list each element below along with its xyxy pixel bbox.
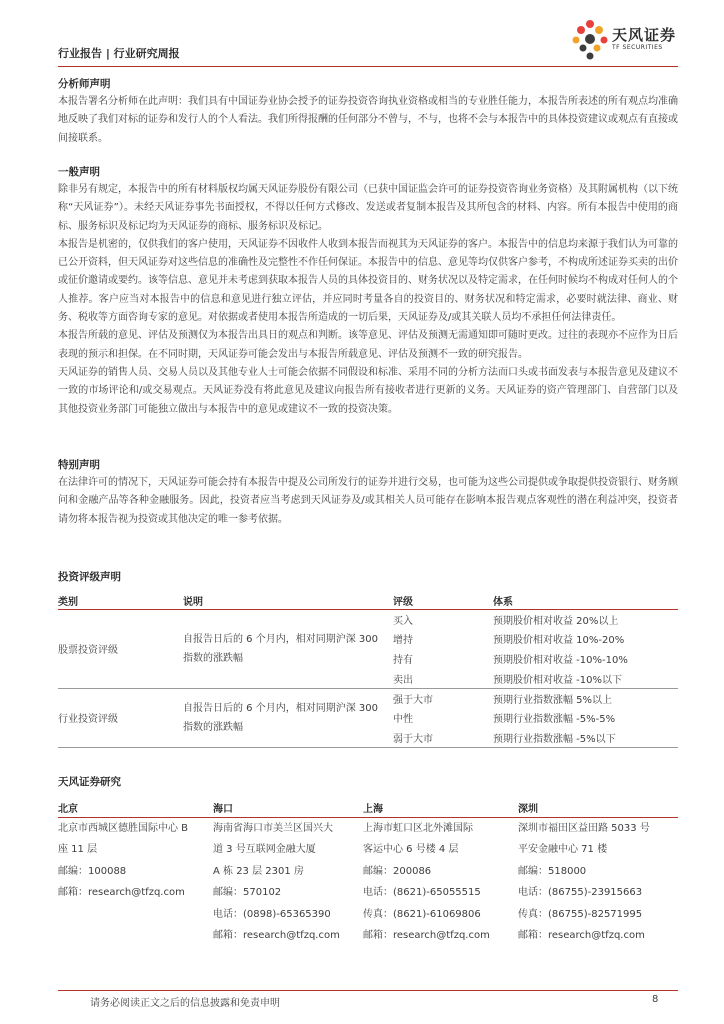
- general-statement: [58, 163, 678, 419]
- rating-level: 持有: [393, 654, 413, 666]
- office-city-beijing: 北京: [58, 799, 213, 817]
- table-row: [58, 688, 678, 708]
- rating-table: [58, 592, 678, 748]
- office-details-shenzhen: [518, 817, 678, 947]
- column-header-description: 说明: [183, 592, 393, 609]
- office-line: A 栋 23 层 2301 房: [213, 865, 304, 877]
- office-city-shanghai: 上海: [363, 799, 518, 817]
- special-statement-text: 在法律许可的情况下，天风证券可能会持有本报告中提及公司所发行的证券并进行交易，也可能为这些公司提供或争取提供投资银行、财务顾问和金融产品等各种金融服务。因此，投资者应当考虑到天风证券及/或其相关人员可能存在影响本报告观点客观性的潜在利益冲突，投资者请勿将本报告视为投资或其他决定的唯一参考依据。: [58, 477, 678, 525]
- rating-category: 行业投资评级: [58, 688, 183, 747]
- logo-subtitle: TF SECURITIES: [612, 44, 663, 51]
- column-header-system: 体系: [493, 592, 678, 609]
- office-line: 传真：(86755)-82571995: [518, 908, 643, 920]
- rating-category: 股票投资评级: [58, 609, 183, 688]
- rating-level: 增持: [393, 635, 413, 647]
- special-statement-title: 特别声明: [58, 459, 100, 471]
- office-line: 电话：(86755)-23915663: [518, 887, 643, 898]
- analyst-statement: [58, 75, 678, 148]
- office-line: 平安金融中心 71 楼: [518, 844, 608, 855]
- column-header-category: 类别: [58, 592, 183, 609]
- office-line: 座 11 层: [58, 844, 98, 855]
- page-number: 8: [652, 994, 659, 1005]
- special-statement: [58, 456, 678, 529]
- office-line: 邮箱：research@tfzq.com: [518, 930, 645, 941]
- table-row: [58, 609, 678, 629]
- rating-description: 自报告日后的 6 个月内，相对同期沪深 300 指数的涨跌幅: [183, 688, 393, 747]
- company-logo: [568, 18, 724, 62]
- rating-level: 强于大市: [393, 694, 433, 706]
- office-details-row: [58, 817, 678, 947]
- research-section-title: 天风证券研究: [58, 776, 121, 788]
- office-table-header: [58, 799, 678, 817]
- rating-system: 预期股价相对收益 20%以上: [493, 615, 619, 627]
- office-city-shenzhen: 深圳: [518, 799, 678, 817]
- rating-section-title: 投资评级声明: [58, 571, 121, 583]
- analyst-statement-title: 分析师声明: [58, 78, 111, 90]
- office-line: 深圳市福田区益田路 5033 号: [518, 822, 650, 834]
- logo-mark-icon: [568, 18, 610, 62]
- office-line: 海南省海口市美兰区国兴大: [213, 822, 333, 834]
- office-line: 传真：(8621)-61069806: [363, 908, 481, 920]
- office-city-haikou: 海口: [213, 799, 363, 817]
- rating-system: 预期股价相对收益 -10%以下: [493, 668, 678, 688]
- office-line: 上海市虹口区北外滩国际: [363, 822, 473, 834]
- rating-level: 卖出: [393, 668, 493, 688]
- column-header-rating: 评级: [393, 592, 493, 609]
- rating-level: 买入: [393, 615, 413, 627]
- general-statement-title: 一般声明: [58, 166, 100, 178]
- office-line: 道 3 号互联网金融大厦: [213, 844, 316, 855]
- research-section: [58, 773, 678, 947]
- general-paragraph: 除非另有规定，本报告中的所有材料版权均属天风证券股份有限公司（已获中国证监会许可的证券投资咨询业务资格）及其附属机构（以下统称“天风证券”）。未经天风证券事先书面授权，不得以任何方式修改、发送或者复制本报告及其所包含的材料、内容。所有本报告中使用的商标、服务标识及标记均为天风证券的商标、服务标识及标记。: [58, 184, 678, 232]
- office-line: 电话：(8621)-65055515: [363, 887, 481, 898]
- office-line: 客运中心 6 号楼 4 层: [363, 844, 459, 855]
- footer-disclaimer: 请务必阅读正文之后的信息披露和免责申明: [90, 998, 280, 1009]
- office-line: 北京市西城区德胜国际中心 B: [58, 822, 189, 834]
- office-details-beijing: [58, 817, 213, 947]
- rating-system: 预期股价相对收益 10%-20%: [493, 635, 625, 647]
- office-line: 邮箱：research@tfzq.com: [58, 887, 185, 898]
- office-line: 邮编：100088: [58, 865, 127, 877]
- rating-level: 中性: [393, 714, 413, 726]
- office-line: 邮编：518000: [518, 865, 587, 877]
- footer-divider: [58, 990, 678, 991]
- office-line: 邮箱：research@tfzq.com: [363, 930, 490, 941]
- general-paragraph: 本报告是机密的，仅供我们的客户使用，天风证券不因收件人收到本报告而视其为天风证券的客户。本报告中的信息均来源于我们认为可靠的已公开资料，但天风证券对这些信息的准确性及完整性不作任何保证。本报告中的信息、意见等均仅供客户参考，不构成所述证券买卖的出价或征价邀请或要约。该等信息、意见并未考虑到获取本报告人员的具体投资目的、财务状况以及特定需求，在任何时候均不构成对任何人的个人推荐。客户应当对本报告中的信息和意见进行独立评估，并应同时考量各自的投资目的、财务状况和特定需求，必要时就法律、商业、财务、税收等方面咨询专家的意见。对依据或者使用本报告所造成的一切后果，天风证券及/或其关联人员均不承担任何法律责任。: [58, 238, 678, 324]
- rating-table-header: [58, 592, 678, 609]
- report-type-title: 行业报告 | 行业研究周报: [58, 47, 180, 60]
- rating-system: 预期行业指数涨幅 -5%以下: [493, 728, 678, 748]
- office-line: 邮编：570102: [213, 887, 282, 898]
- office-table: [58, 799, 678, 947]
- rating-system: 预期行业指数涨幅 5%以上: [493, 694, 613, 706]
- logo-wordmark: 天风证券: [612, 26, 677, 44]
- office-details-haikou: [213, 817, 363, 947]
- office-line: 电话：(0898)-65365390: [213, 908, 331, 920]
- rating-level: 弱于大市: [393, 728, 493, 748]
- rating-system: 预期股价相对收益 -10%-10%: [493, 654, 628, 666]
- page-header: [58, 26, 678, 66]
- analyst-statement-text: 本报告署名分析师在此声明：我们具有中国证券业协会授予的证券投资咨询执业资格或相当的专业胜任能力，本报告所表述的所有观点均准确地反映了我们对标的证券和发行人的个人看法。我们所得报酬的任何部分不曾与，不与，也将不会与本报告中的具体投资建议或观点有直接或间接联系。: [58, 96, 678, 144]
- office-line: 邮箱：research@tfzq.com: [213, 930, 340, 941]
- rating-description: 自报告日后的 6 个月内，相对同期沪深 300 指数的涨跌幅: [183, 609, 393, 688]
- general-paragraph: 本报告所载的意见、评估及预测仅为本报告出具日的观点和判断。该等意见、评估及预测无需通知即可随时更改。过往的表现亦不应作为日后表现的预示和担保。在不同时期，天风证券可能会发出与本报告所载意见、评估及预测不一致的研究报告。: [58, 330, 678, 360]
- rating-section: [58, 568, 678, 748]
- rating-system: 预期行业指数涨幅 -5%-5%: [493, 714, 616, 726]
- office-details-shanghai: [363, 817, 518, 947]
- header-divider: [58, 66, 678, 67]
- general-paragraph: 天风证券的销售人员、交易人员以及其他专业人士可能会依据不同假设和标准、采用不同的分析方法而口头或书面发表与本报告意见及建议不一致的市场评论和/或交易观点。天风证券没有将此意见及建议向报告所有接收者进行更新的义务。天风证券的资产管理部门、自营部门以及其他投资业务部门可能独立做出与本报告中的意见或建议不一致的投资决策。: [58, 366, 678, 415]
- office-line: 邮编：200086: [363, 865, 432, 877]
